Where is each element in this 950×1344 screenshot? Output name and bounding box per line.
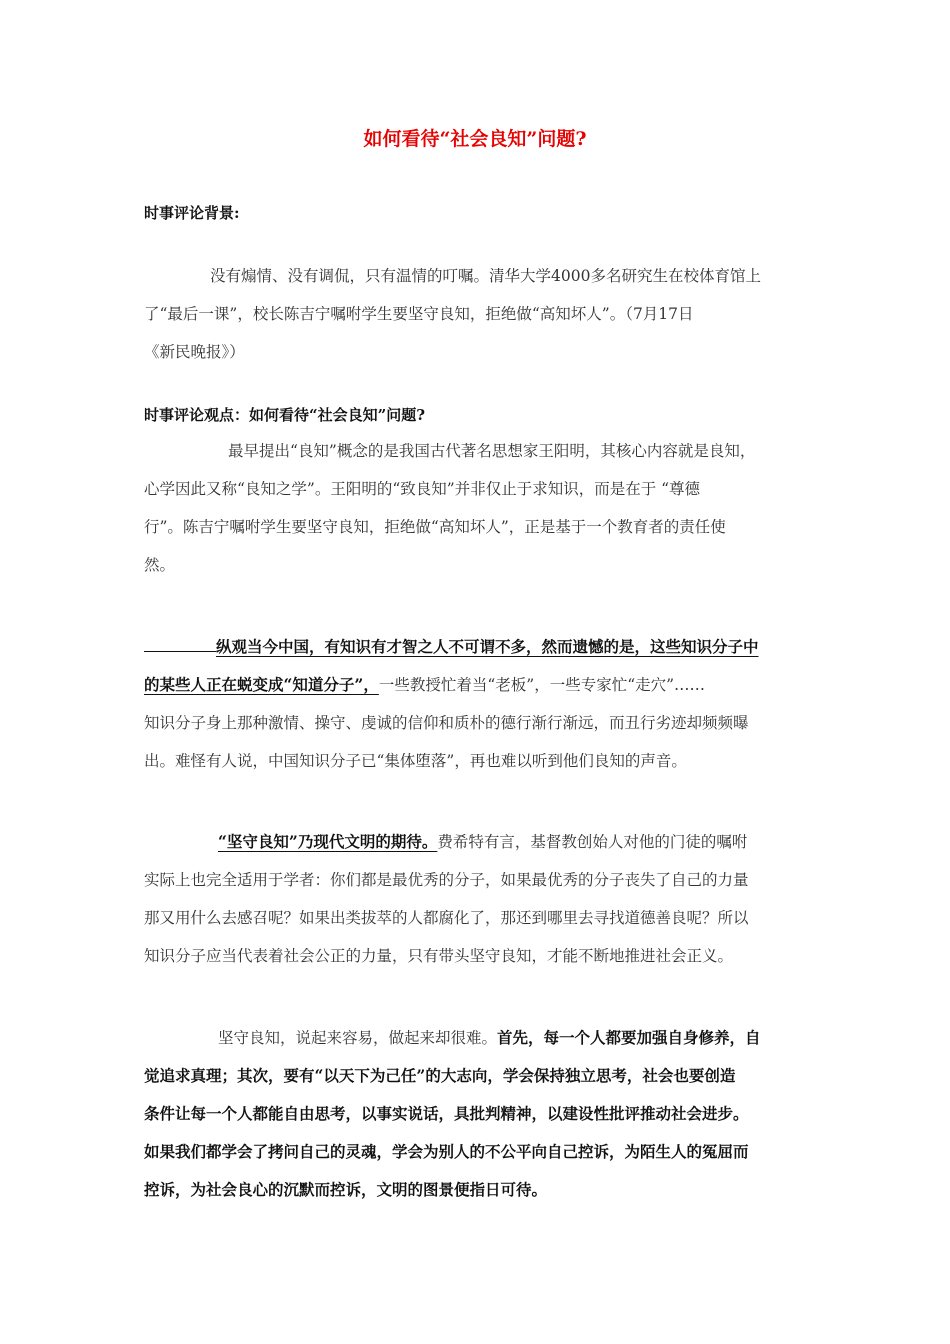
- underlined-bold-text: 纵观当今中国，有知识有才智之人不可谓不多，然而遗憾的是，这些知识分子中: [216, 637, 759, 656]
- background-paragraph: [144, 257, 808, 371]
- paragraph-line: 行”。陈吉宁嘱咐学生要坚守良知，拒绝做“高知坏人”，正是基于一个教育者的责任使: [144, 518, 726, 536]
- paragraph-line: 心学因此又称“良知之学”。王阳明的“致良知”并非仅止于求知识，而是在于 “尊德: [144, 480, 701, 498]
- paragraph-line: [144, 823, 808, 861]
- paragraph-line: [144, 628, 808, 666]
- paragraph-line: [144, 666, 808, 704]
- normal-text: 费希特有言，基督教创始人对他的门徒的嘱咐: [437, 833, 748, 851]
- document-title: 如何看待“社会良知”问题?: [363, 128, 587, 150]
- paragraph-line: 觉追求真理；其次，要有“以天下为己任”的大志向，学会保持独立思考，社会也要创造: [144, 1066, 736, 1085]
- paragraph-line: 出。难怪有人说，中国知识分子已“集体堕落”，再也难以听到他们良知的声音。: [144, 752, 687, 770]
- paragraph-line: 知识分子身上那种激情、操守、虔诚的信仰和质朴的德行渐行渐远，而丑行劣迹却频频曝: [144, 714, 749, 732]
- viewpoint-paragraph-3: [144, 823, 808, 975]
- paragraph-line: 没有煽情、没有调侃，只有温情的叮嘱。清华大学4000多名研究生在校体育馆上: [210, 267, 761, 285]
- viewpoint-paragraph-2: [144, 628, 808, 780]
- paragraph-line: [144, 1019, 808, 1057]
- paragraph-line: 条件让每一个人都能自由思考，以事实说话，具批判精神，以建设性批评推动社会进步。: [144, 1104, 749, 1123]
- paragraph-line: 然。: [144, 556, 176, 574]
- paragraph-line: 《新民晚报》）: [144, 343, 245, 361]
- background-heading: 时事评论背景:: [144, 204, 240, 222]
- underlined-bold-text: “坚守良知”乃现代文明的期待。: [218, 832, 438, 851]
- paragraph-line: 了“最后一课”，校长陈吉宁嘱咐学生要坚守良知，拒绝做“高知坏人”。（7月17日: [144, 305, 694, 323]
- paragraph-line: 如果我们都学会了拷问自己的灵魂，学会为别人的不公平向自己控诉，为陌生人的冤屈而: [144, 1142, 749, 1161]
- paragraph-line: 控诉，为社会良心的沉默而控诉，文明的图景便指日可待。: [144, 1180, 548, 1199]
- paragraph-line: 那又用什么去感召呢？如果出类拔萃的人都腐化了，那还到哪里去寻找道德善良呢？所以: [144, 909, 749, 927]
- viewpoint-heading: 时事评论观点：如何看待“社会良知”问题?: [144, 406, 426, 424]
- underline-indent: [144, 631, 216, 652]
- paragraph-line: 知识分子应当代表着社会公正的力量，只有带头坚守良知，才能不断地推进社会正义。: [144, 947, 734, 965]
- bold-text: 首先，每一个人都要加强自身修养，自: [497, 1028, 761, 1047]
- paragraph-line: 最早提出“良知”概念的是我国古代著名思想家王阳明，其核心内容就是良知，: [228, 442, 756, 460]
- viewpoint-paragraph-1: [144, 432, 808, 584]
- underlined-bold-text: 的某些人正在蜕变成“知道分子”，: [144, 675, 379, 694]
- viewpoint-paragraph-4: [144, 1019, 808, 1209]
- paragraph-line: 实际上也完全适用于学者：你们都是最优秀的分子，如果最优秀的分子丧失了自己的力量: [144, 871, 749, 889]
- normal-text: 一些教授忙着当“老板”，一些专家忙“走穴”……: [378, 676, 706, 694]
- normal-text: 坚守良知，说起来容易，做起来却很难。: [218, 1029, 498, 1047]
